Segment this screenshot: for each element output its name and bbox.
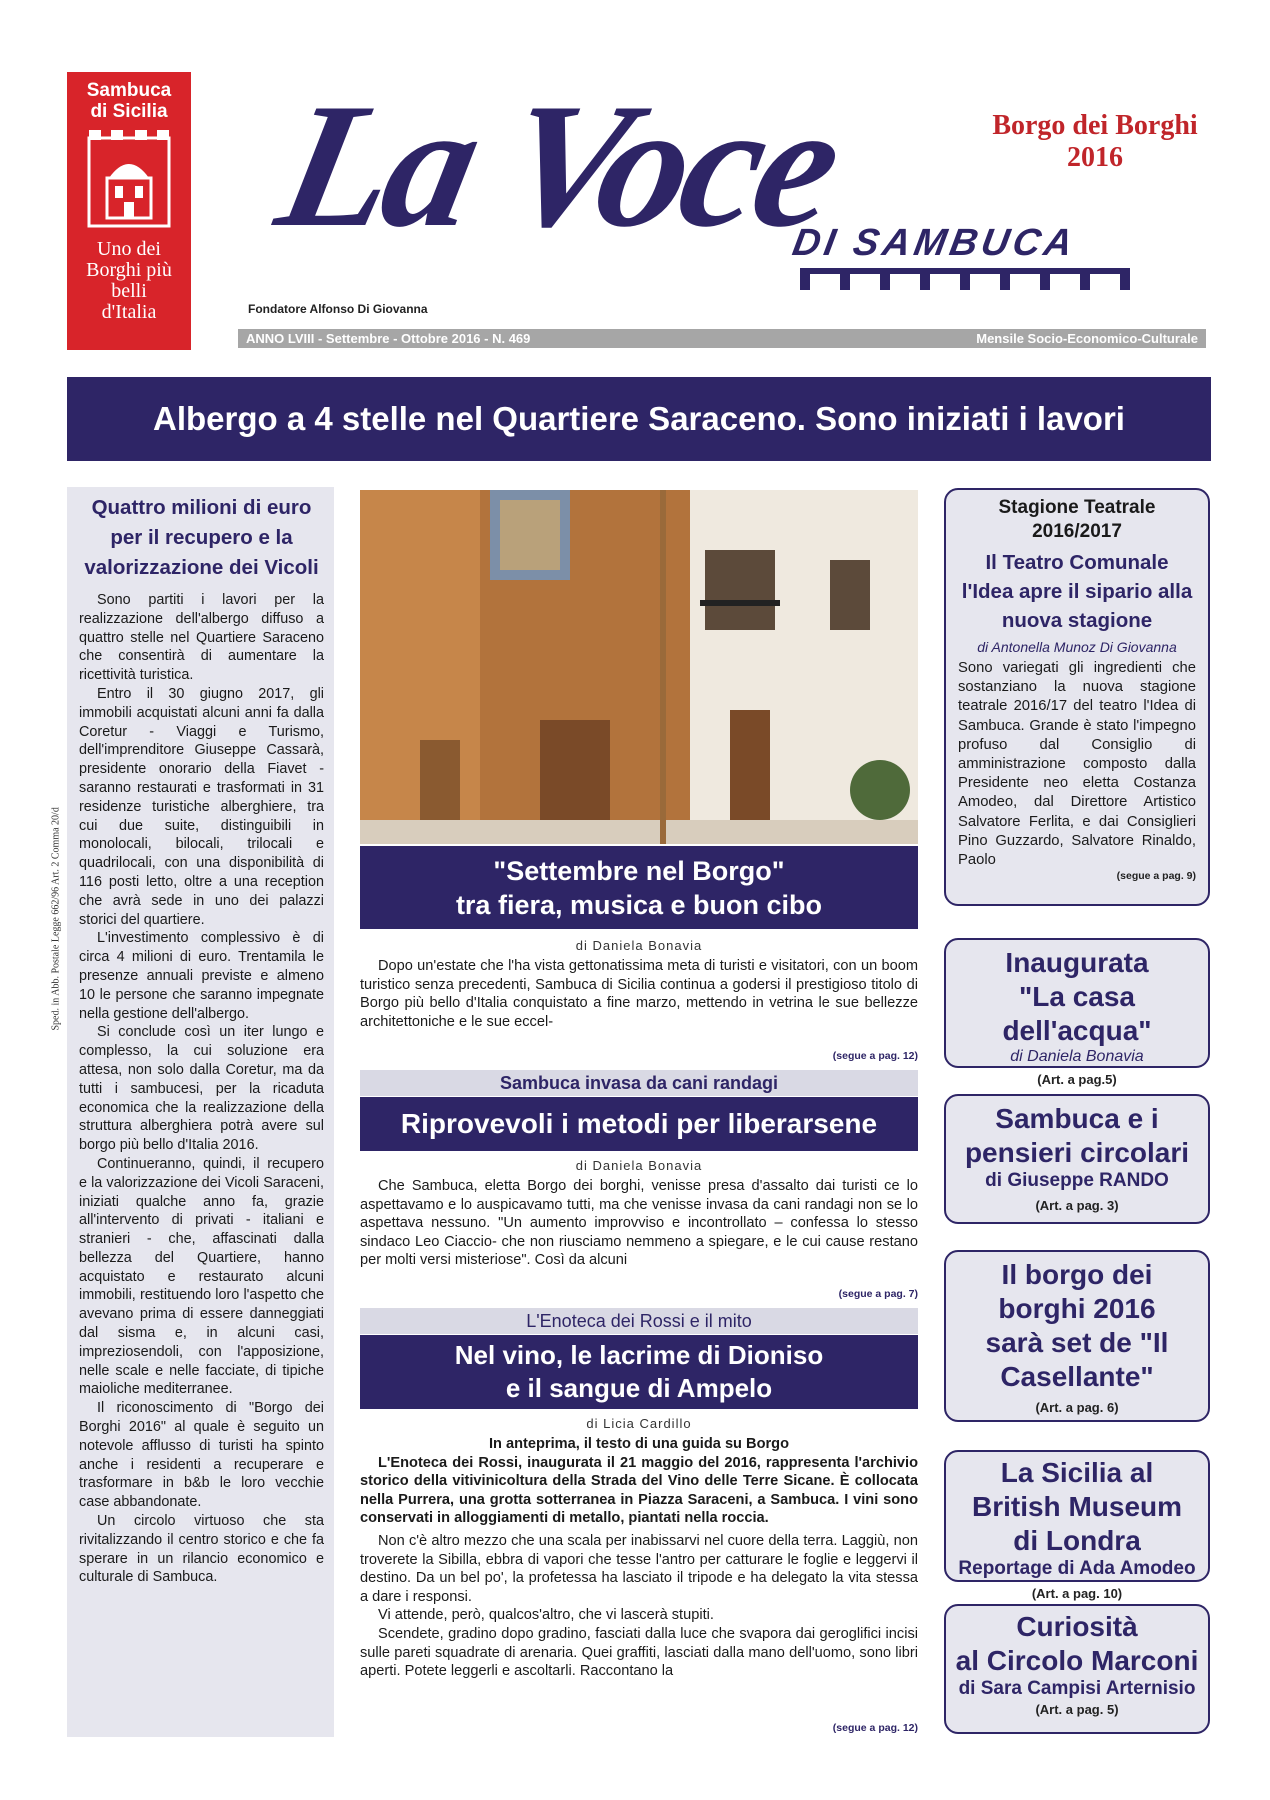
spine-text: Sped. in Abb. Postale Legge 662/96 Art. 2 Comma 20/d bbox=[50, 807, 62, 1031]
left-article bbox=[67, 487, 334, 1737]
street-photo bbox=[360, 490, 918, 844]
pensieri-title: Sambuca e i pensieri circolari bbox=[964, 1103, 1190, 1168]
article3-title-line2: e il sangue di Ampelo bbox=[505, 1373, 773, 1403]
article1-title-line1: "Settembre nel Borgo" bbox=[493, 856, 785, 886]
badge-bottom-text: Uno dei Borghi più belli d'Italia bbox=[86, 238, 172, 323]
article1-title-line2: tra fiera, musica e buon cibo bbox=[455, 890, 823, 920]
left-paragraph: Entro il 30 giugno 2017, gli immobili acquistati alcuni anni fa dalla Coretur - Viaggi e Turismo, dell'imprenditore Giuseppe Cassarà, presidente onorario della Fiavet - saranno restaurati e trasformati in 31 residenze turistiche alberghiere, tra cui due suite, distinguibili in monolocali, bilocali, trilocali e quadrilocali, con una disponibilità di 116 posti letto, oltre a una reception che avrà sede in uno dei palazzi storici del quartiere. bbox=[79, 685, 324, 928]
british-museum-ref: (Art. a pag. 10) bbox=[1031, 1586, 1123, 1601]
circolo-title-line2: al Circolo Marconi bbox=[955, 1645, 1199, 1676]
article1-title-bar bbox=[360, 846, 918, 929]
borgo-line2: 2016 bbox=[1067, 142, 1123, 173]
article1-text: Dopo un'estate che l'ha vista gettonatissima meta di turisti e visitatori, con un boom turistico senza precedenti, Sambuca di Sicilia continua a godersi il prestigioso titolo di Borgo più bello d'Italia conquistato a fine marzo, mettendo in vetrina le sue bellezze architettoniche e le sue eccel- bbox=[360, 958, 918, 1030]
article3-paragraph: Non c'è altro mezzo che una scala per inabissarvi nel cuore della terra. Laggiù, non troverete la Sibilla, ebbra di vapori che tesse l'antro per catturare le foglie e leggervi il destino. Da un bel po', la profetessa ha lasciato il tripode e ha delegato la vita stessa a dare i responsi. bbox=[360, 1532, 918, 1605]
casa-acqua-box bbox=[944, 938, 1210, 1087]
article2-body bbox=[360, 1177, 918, 1270]
casa-acqua-title-line2: "La casa dell'acqua" bbox=[1002, 981, 1152, 1046]
founder-line: Fondatore Alfonso Di Giovanna bbox=[248, 302, 428, 316]
article1-segue: (segue a pag. 12) bbox=[832, 1050, 918, 1062]
casellante-box bbox=[944, 1250, 1210, 1422]
circolo-marconi-box bbox=[944, 1604, 1210, 1734]
theatre-box bbox=[944, 488, 1210, 906]
left-article-title: Quattro milioni di euro per il recupero e la valorizzazione dei Vicoli bbox=[84, 496, 319, 579]
casa-acqua-title-line1: Inaugurata bbox=[1005, 947, 1149, 978]
masthead-subtitle: DI SAMBUCA bbox=[789, 222, 1080, 264]
left-paragraph: Un circolo virtuoso che sta rivitalizzando il centro storico e che fa sperare in un rilancio economico e culturale di Sambuca. bbox=[79, 1513, 324, 1586]
theatre-title: Il Teatro Comunale l'Idea apre il sipario alla nuova stagione bbox=[961, 551, 1193, 632]
left-paragraph: Si conclude così un iter lungo e complesso, la cui soluzione era attesa, non solo dalla Coretur, ma da tutti i sambucesi, per la ricaduta economica che la realizzazione della struttura alberghiera potrà avere sul borgo più bello d'Italia 2016. bbox=[79, 1024, 324, 1154]
theatre-body: Sono variegati gli ingredienti che sostanziano la nuova stagione teatrale 2016/17 del teatro l'Idea di Sambuca. Grande è stato l'impegno profuso dal Consiglio di amministrazione composto dalla Presidente neo eletta Costanza Amodeo, dal Direttore Artistico Salvatore Ferlita, e dai Consiglieri Pino Guzzardo, Salvatore Rinaldo, Paolo bbox=[958, 660, 1196, 869]
article3-segue: (segue a pag. 12) bbox=[832, 1722, 918, 1734]
article3-kicker: L'Enoteca dei Rossi e il mito bbox=[360, 1308, 918, 1334]
casellante-ref: (Art. a pag. 6) bbox=[1035, 1400, 1119, 1415]
issue-info-bar bbox=[238, 329, 1206, 348]
article3-title-line1: Nel vino, le lacrime di Dioniso bbox=[454, 1340, 824, 1370]
tagline: Mensile Socio-Economico-Culturale bbox=[976, 331, 1198, 346]
circolo-ref: (Art. a pag. 5) bbox=[1035, 1702, 1119, 1717]
pensieri-ref: (Art. a pag. 3) bbox=[1035, 1198, 1119, 1213]
article3-lead: L'Enoteca dei Rossi, inaugurata il 21 maggio del 2016, rappresenta l'archivio storico della vitivinicoltura della Strada del Vino delle Terre Sicane. È collocata nella Purrera, una grotta sotterranea in Piazza Saraceni, a Sambuca. I vini sono conservati in alloggiamenti di metallo, piantati nella roccia. bbox=[360, 1454, 918, 1527]
british-museum-box bbox=[944, 1450, 1210, 1601]
article2-kicker: Sambuca invasa da cani randagi bbox=[360, 1070, 918, 1096]
theatre-head2: 2016/2017 bbox=[1032, 521, 1122, 542]
british-museum-title: La Sicilia al British Museum di Londra bbox=[971, 1457, 1183, 1556]
tower-icon bbox=[81, 128, 177, 228]
casa-acqua-author: di Daniela Bonavia bbox=[1010, 1048, 1144, 1065]
british-museum-author: Reportage di Ada Amodeo bbox=[958, 1558, 1196, 1579]
borgo-line1: Borgo dei Borghi bbox=[992, 110, 1198, 141]
article3-title-bar bbox=[360, 1335, 918, 1409]
theatre-segue: (segue a pag. 9) bbox=[1116, 870, 1196, 883]
article3-lead-title: In anteprima, il testo di una guida su Borgo bbox=[488, 1436, 789, 1452]
badge-top-text: Sambuca di Sicilia bbox=[86, 80, 172, 122]
aqueduct-icon bbox=[800, 268, 1130, 290]
left-paragraph: Il riconoscimento di "Borgo dei Borghi 2016" al quale è seguito un notevole afflusso di turisti ha spinto anche i residenti a recuperare e trasformare in b&b le loro vecchie case abbandonate. bbox=[79, 1400, 324, 1511]
article3-body bbox=[360, 1435, 918, 1681]
article3-byline: di Licia Cardillo bbox=[586, 1416, 692, 1431]
article2-segue: (segue a pag. 7) bbox=[838, 1288, 918, 1300]
borgo-dei-borghi-label bbox=[960, 110, 1230, 174]
casa-acqua-ref: (Art. a pag.5) bbox=[1037, 1072, 1117, 1087]
pensieri-author: di Giuseppe RANDO bbox=[985, 1170, 1169, 1191]
left-article-body bbox=[79, 591, 324, 1587]
main-headline: Albergo a 4 stelle nel Quartiere Saraceno. Sono iniziati i lavori bbox=[67, 377, 1211, 461]
article1-body bbox=[360, 957, 918, 1031]
article2-title: Riprovevoli i metodi per liberarsene bbox=[360, 1097, 918, 1151]
postal-spine-text bbox=[46, 775, 60, 1035]
left-paragraph: Sono partiti i lavori per la realizzazione dell'albergo diffuso a quattro stelle nel Quartiere Saraceno che consentirà di aumentare la ricettività turistica. bbox=[79, 592, 324, 684]
theatre-author: di Antonella Munoz Di Giovanna bbox=[977, 639, 1177, 655]
left-paragraph: L'investimento complessivo è di circa 4 milioni di euro. Trentamila le presenze annuali previste e almeno 10 le persone che saranno impegnate nella gestione dell'albergo. bbox=[79, 930, 324, 1022]
sambuca-badge bbox=[67, 72, 191, 350]
article3-paragraph: Scendete, gradino dopo gradino, fasciati dalla luce che svapora dai geroglifici incisi sulle pareti squadrate di arenaria. Quei graffiti, lasciati dalla mano dell'uomo, sono libri aperti. Potete leggerli e ascoltarli. Raccontano la bbox=[360, 1625, 918, 1680]
article2-byline: di Daniela Bonavia bbox=[575, 1158, 703, 1173]
theatre-head1: Stagione Teatrale bbox=[998, 497, 1156, 518]
article3-paragraph: Vi attende, però, qualcos'altro, che vi lascerà stupiti. bbox=[378, 1607, 714, 1624]
pensieri-box bbox=[944, 1094, 1210, 1224]
circolo-author: di Sara Campisi Arternisio bbox=[958, 1678, 1196, 1699]
casellante-title: Il borgo dei borghi 2016 sarà set de "Il Casellante" bbox=[985, 1259, 1169, 1392]
circolo-title-line1: Curiosità bbox=[1016, 1611, 1138, 1642]
issue-number: ANNO LVIII - Settembre - Ottobre 2016 - N. 469 bbox=[246, 331, 531, 346]
article1-byline: di Daniela Bonavia bbox=[575, 938, 703, 953]
left-paragraph: Continueranno, quindi, il recupero e la valorizzazione dei Vicoli Saraceni, iniziati qualche anno fa, grazie all'intervento di privati - italiani e stranieri - che, affascinati dalla bellezza del Quartiere, hanno acquistato e restaurato alcuni immobili, restituendo loro l'aspetto che avevano prima di essere danneggiati dal sisma e, in alcuni casi, impreziosendoli, con l'apposizione, nelle scale e nelle facciate, di tipiche maioliche mediterranee. bbox=[79, 1155, 324, 1398]
masthead-title: La Voce bbox=[263, 66, 853, 264]
article2-text: Che Sambuca, eletta Borgo dei borghi, venisse presa d'assalto dai turisti ce lo aspettavamo e lo auspicavamo tutti, ma che venisse invasa da cani randagi non se lo aspettava nessuno. "Un aumento improvviso e incontrollato – confessa lo stesso sindaco Leo Ciaccio- che non riusciamo nemmeno a spiegare, e le cui cause restano per molti versi misteriose". Così da alcuni bbox=[360, 1178, 918, 1269]
